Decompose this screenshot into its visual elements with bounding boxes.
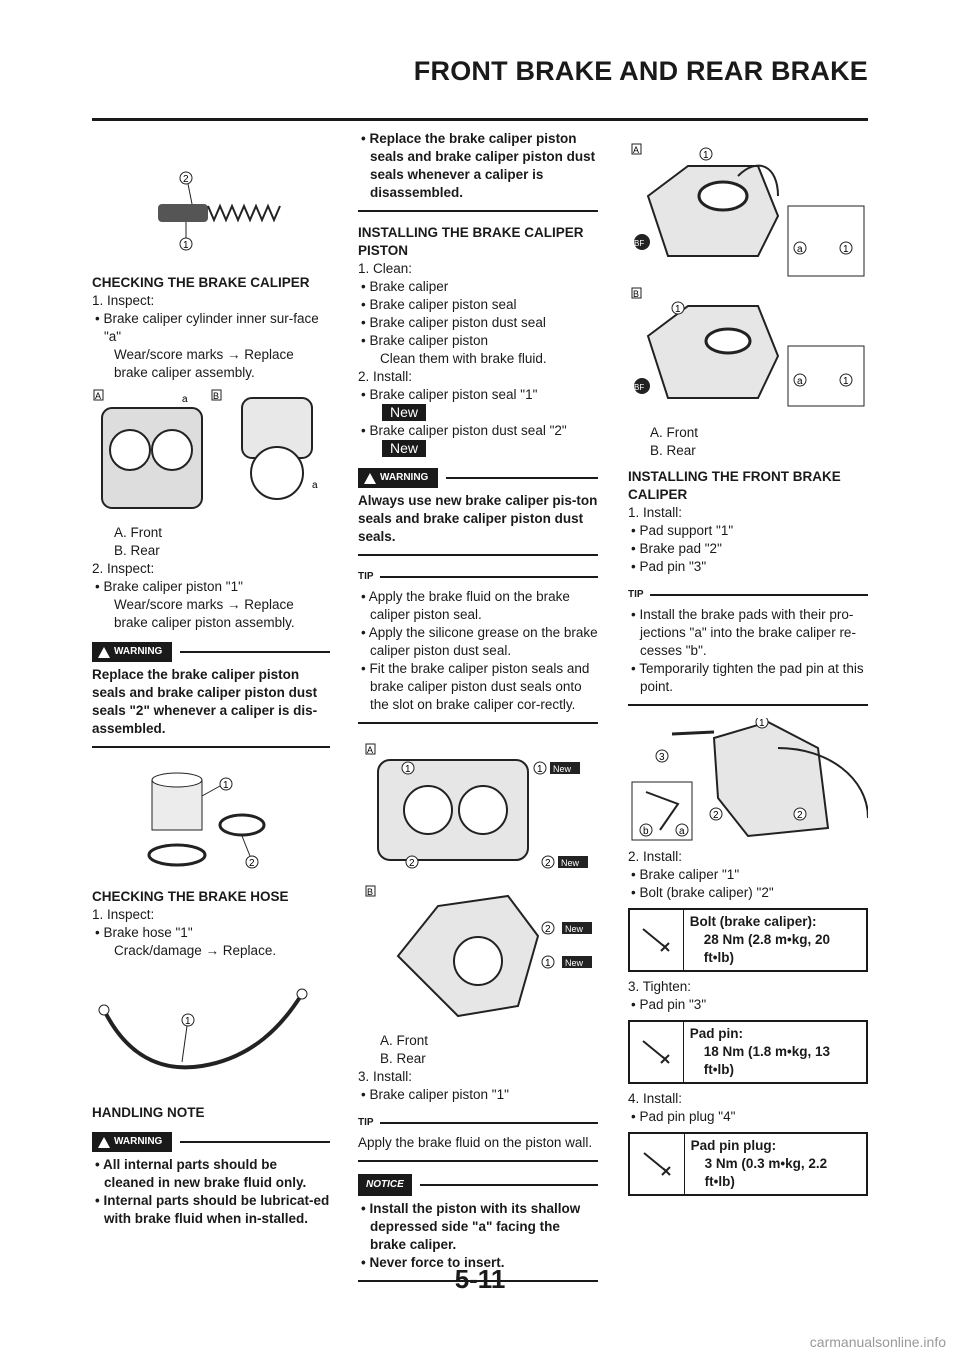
hose-step-1: 1. Inspect: bbox=[92, 907, 155, 922]
new-badge: New bbox=[382, 404, 426, 421]
tip-3: TIP • Install the brake pads with their pro-jections "a" into the brake caliper re-cesses "b". • Temporarily tighten the pad pin at this point. bbox=[628, 586, 868, 706]
svg-text:B: B bbox=[367, 887, 374, 897]
svg-text:BF: BF bbox=[634, 383, 645, 392]
item-2: • Brake caliper piston "1" bbox=[95, 579, 243, 594]
svg-text:New: New bbox=[553, 764, 572, 774]
torque-3-value: 3 Nm (0.3 m•kg, 2.2 ft•lb) bbox=[704, 1156, 828, 1189]
item-2-result: Wear/score marks → Replace brake caliper piston assembly. bbox=[114, 597, 295, 630]
caliper-inspect-illustration bbox=[92, 388, 330, 518]
clean-item-2: • Brake caliper piston dust seal bbox=[361, 315, 546, 330]
install-1-step: 1. Install: bbox=[628, 505, 683, 520]
install-1-item-0: • Pad support "1" bbox=[631, 523, 734, 538]
clean-item-0: • Brake caliper bbox=[361, 279, 449, 294]
install-4-step: 4. Install: bbox=[628, 1091, 683, 1106]
svg-text:New: New bbox=[561, 858, 580, 868]
install-3-item: • Brake caliper piston "1" bbox=[361, 1087, 509, 1102]
install-2-item-1: • Brake caliper piston seal "1" bbox=[361, 387, 538, 402]
torque-box-pad-pin-plug bbox=[628, 1132, 868, 1196]
svg-text:A: A bbox=[633, 145, 640, 155]
piston-spring-illustration bbox=[92, 136, 330, 266]
hose-item: • Brake hose "1" bbox=[95, 925, 193, 940]
page-number: 5-11 bbox=[454, 1264, 506, 1294]
column-right bbox=[628, 130, 868, 1202]
figure-caliper-inspect bbox=[92, 388, 330, 518]
caption-front-3: A. Front bbox=[650, 425, 699, 440]
warning-badge-2: WARNING bbox=[92, 1132, 172, 1152]
torque-1-value: 28 Nm (2.8 m•kg, 20 ft•lb) bbox=[703, 932, 831, 965]
svg-text:A: A bbox=[367, 745, 374, 755]
hose-result: Crack/damage → Replace. bbox=[114, 943, 277, 958]
warn-cont-text: • Replace the brake caliper piston seals and brake caliper piston dust seals whenever a caliper is disassembled. bbox=[361, 131, 596, 200]
step-2: 2. Inspect: bbox=[92, 561, 155, 576]
installing-front-title: INSTALLING THE FRONT BRAKE CALIPER bbox=[628, 469, 841, 502]
svg-text:2: 2 bbox=[249, 858, 255, 869]
clean-note: Clean them with brake fluid. bbox=[380, 351, 547, 366]
column-middle bbox=[358, 130, 598, 1294]
warning-handling bbox=[92, 1132, 330, 1236]
warning-1 bbox=[92, 642, 330, 748]
clean-step: 1. Clean: bbox=[358, 261, 413, 276]
torque-2-value: 18 Nm (1.8 m•kg, 13 ft•lb) bbox=[703, 1044, 831, 1077]
install-2-step: 2. Install: bbox=[358, 369, 413, 384]
svg-text:2: 2 bbox=[797, 810, 803, 821]
tip-2: TIP Apply the brake fluid on the piston wall. bbox=[358, 1114, 598, 1162]
svg-text:1: 1 bbox=[405, 764, 411, 775]
svg-text:1: 1 bbox=[537, 764, 543, 775]
notice-item-1: • Never force to insert. bbox=[361, 1255, 505, 1270]
tip-1-item-2: • Fit the brake caliper piston seals and brake caliper piston dust seals onto the slot on brake caliper cor-rectly. bbox=[361, 661, 590, 712]
caption-front: A. Front bbox=[114, 525, 163, 540]
label-A: A bbox=[95, 391, 102, 401]
torque-wrench-icon bbox=[630, 1022, 684, 1082]
install-2-item-0-c3: • Brake caliper "1" bbox=[631, 867, 740, 882]
torque-2-name: Pad pin: bbox=[689, 1026, 744, 1041]
label-a-front: a bbox=[182, 394, 188, 405]
warning-icon bbox=[364, 473, 376, 484]
svg-text:1: 1 bbox=[843, 376, 849, 387]
checking-hose-title: CHECKING THE BRAKE HOSE bbox=[92, 889, 289, 904]
figure-piston-spring bbox=[92, 136, 330, 266]
svg-text:3: 3 bbox=[659, 752, 665, 763]
torque-wrench-icon bbox=[630, 1134, 685, 1194]
svg-text:b: b bbox=[643, 826, 649, 837]
step-1: 1. Inspect: bbox=[92, 293, 155, 308]
caption-rear-2: B. Rear bbox=[380, 1051, 426, 1066]
handling-warn-1: • All internal parts should be cleaned in new brake fluid only. bbox=[95, 1157, 307, 1190]
pads-install-illustration bbox=[628, 718, 868, 842]
notice-item-0: • Install the piston with its shallow depressed side "a" facing the brake caliper. bbox=[361, 1201, 581, 1252]
caption-rear-3: B. Rear bbox=[650, 443, 696, 458]
svg-text:1: 1 bbox=[185, 1016, 191, 1027]
piston-install-illustration bbox=[628, 136, 868, 418]
label-2: 2 bbox=[183, 174, 189, 185]
new-badge: New bbox=[382, 440, 426, 457]
torque-1-name: Bolt (brake caliper): bbox=[689, 914, 817, 929]
clean-item-3: • Brake caliper piston bbox=[361, 333, 489, 348]
warning-badge-3: WARNING bbox=[358, 468, 438, 488]
install-1-item-2: • Pad pin "3" bbox=[631, 559, 707, 574]
svg-text:a: a bbox=[679, 826, 685, 837]
tip-1 bbox=[358, 568, 598, 724]
svg-text:1: 1 bbox=[675, 304, 681, 315]
figure-pads-install bbox=[628, 718, 868, 842]
torque-wrench-icon bbox=[630, 910, 684, 970]
caption-front-2: A. Front bbox=[380, 1033, 429, 1048]
figure-brake-hose bbox=[92, 966, 330, 1096]
install-2-item-1-c3: • Bolt (brake caliper) "2" bbox=[631, 885, 774, 900]
svg-text:B: B bbox=[633, 289, 640, 299]
svg-text:2: 2 bbox=[545, 858, 551, 869]
item-1-result: Wear/score marks → Replace brake caliper assembly. bbox=[114, 347, 294, 380]
seals-install-illustration bbox=[358, 736, 598, 1026]
warning-2-text: Always use new brake caliper pis-ton seals and brake caliper piston dust seals. bbox=[358, 493, 598, 544]
tip-3-item-0: • Install the brake pads with their pro-jections "a" into the brake caliper re-cesses "b". bbox=[631, 607, 856, 658]
notice-badge: NOTICE bbox=[358, 1174, 412, 1196]
installing-piston-title: INSTALLING THE BRAKE CALIPER PISTON bbox=[358, 225, 584, 258]
figure-piston-install bbox=[628, 136, 868, 418]
watermark: carmanualsonline.info bbox=[809, 1334, 946, 1350]
install-2-step-c3: 2. Install: bbox=[628, 849, 683, 864]
tighten-3-item: • Pad pin "3" bbox=[631, 997, 707, 1012]
figure-seals-install bbox=[358, 736, 598, 1026]
torque-box-bolt bbox=[628, 908, 868, 972]
install-1-item-1: • Brake pad "2" bbox=[631, 541, 722, 556]
svg-text:BF: BF bbox=[634, 239, 645, 248]
install-4-item: • Pad pin plug "4" bbox=[631, 1109, 736, 1124]
tip-1-item-0: • Apply the brake fluid on the brake caliper piston seal. bbox=[361, 589, 570, 622]
svg-text:1: 1 bbox=[545, 958, 551, 969]
svg-text:2: 2 bbox=[409, 858, 415, 869]
svg-text:1: 1 bbox=[759, 718, 765, 729]
torque-3-name: Pad pin plug: bbox=[690, 1138, 777, 1153]
label-a-rear: a bbox=[312, 480, 318, 491]
svg-text:New: New bbox=[565, 924, 584, 934]
warning-icon bbox=[98, 1137, 110, 1148]
warning-1-text: Replace the brake caliper piston seals and brake caliper piston dust seals "2" whenever a caliper is dis-assembled. bbox=[92, 667, 318, 736]
piston-seals-illustration bbox=[92, 760, 330, 880]
svg-text:a: a bbox=[797, 244, 803, 255]
page-title: FRONT BRAKE AND REAR BRAKE bbox=[413, 56, 868, 86]
tip-3-item-1: • Temporarily tighten the pad pin at this point. bbox=[631, 661, 864, 694]
svg-text:a: a bbox=[797, 376, 803, 387]
tip-1-item-1: • Apply the silicone grease on the brake caliper piston dust seal. bbox=[361, 625, 598, 658]
clean-item-1: • Brake caliper piston seal bbox=[361, 297, 517, 312]
column-left bbox=[92, 130, 330, 1248]
svg-text:1: 1 bbox=[843, 244, 849, 255]
checking-caliper-title: CHECKING THE BRAKE CALIPER bbox=[92, 275, 310, 290]
svg-text:1: 1 bbox=[703, 150, 709, 161]
label-B: B bbox=[213, 391, 220, 401]
svg-text:New: New bbox=[565, 958, 584, 968]
tip-label: TIP bbox=[358, 571, 374, 582]
header-rule bbox=[92, 118, 868, 121]
handling-warn-2: • Internal parts should be lubricat-ed with brake fluid when in-stalled. bbox=[95, 1193, 330, 1226]
svg-text:2: 2 bbox=[713, 810, 719, 821]
label-1: 1 bbox=[183, 240, 189, 251]
svg-text:1: 1 bbox=[223, 780, 229, 791]
torque-box-pad-pin bbox=[628, 1020, 868, 1084]
caption-rear: B. Rear bbox=[114, 543, 160, 558]
item-1: • Brake caliper cylinder inner sur-face "a" bbox=[95, 311, 319, 344]
warning-2 bbox=[358, 468, 598, 556]
warning-continued bbox=[358, 130, 598, 212]
brake-hose-illustration bbox=[92, 966, 330, 1096]
warning-badge: WARNING bbox=[92, 642, 172, 662]
figure-piston-seals bbox=[92, 760, 330, 880]
tip-2-text: Apply the brake fluid on the piston wall. bbox=[358, 1135, 593, 1150]
install-3-step: 3. Install: bbox=[358, 1069, 413, 1084]
warning-icon bbox=[98, 647, 110, 658]
install-2-item-2: • Brake caliper piston dust seal "2" bbox=[361, 423, 567, 438]
handling-title: HANDLING NOTE bbox=[92, 1105, 205, 1120]
svg-text:2: 2 bbox=[545, 924, 551, 935]
tighten-3-step: 3. Tighten: bbox=[628, 979, 692, 994]
